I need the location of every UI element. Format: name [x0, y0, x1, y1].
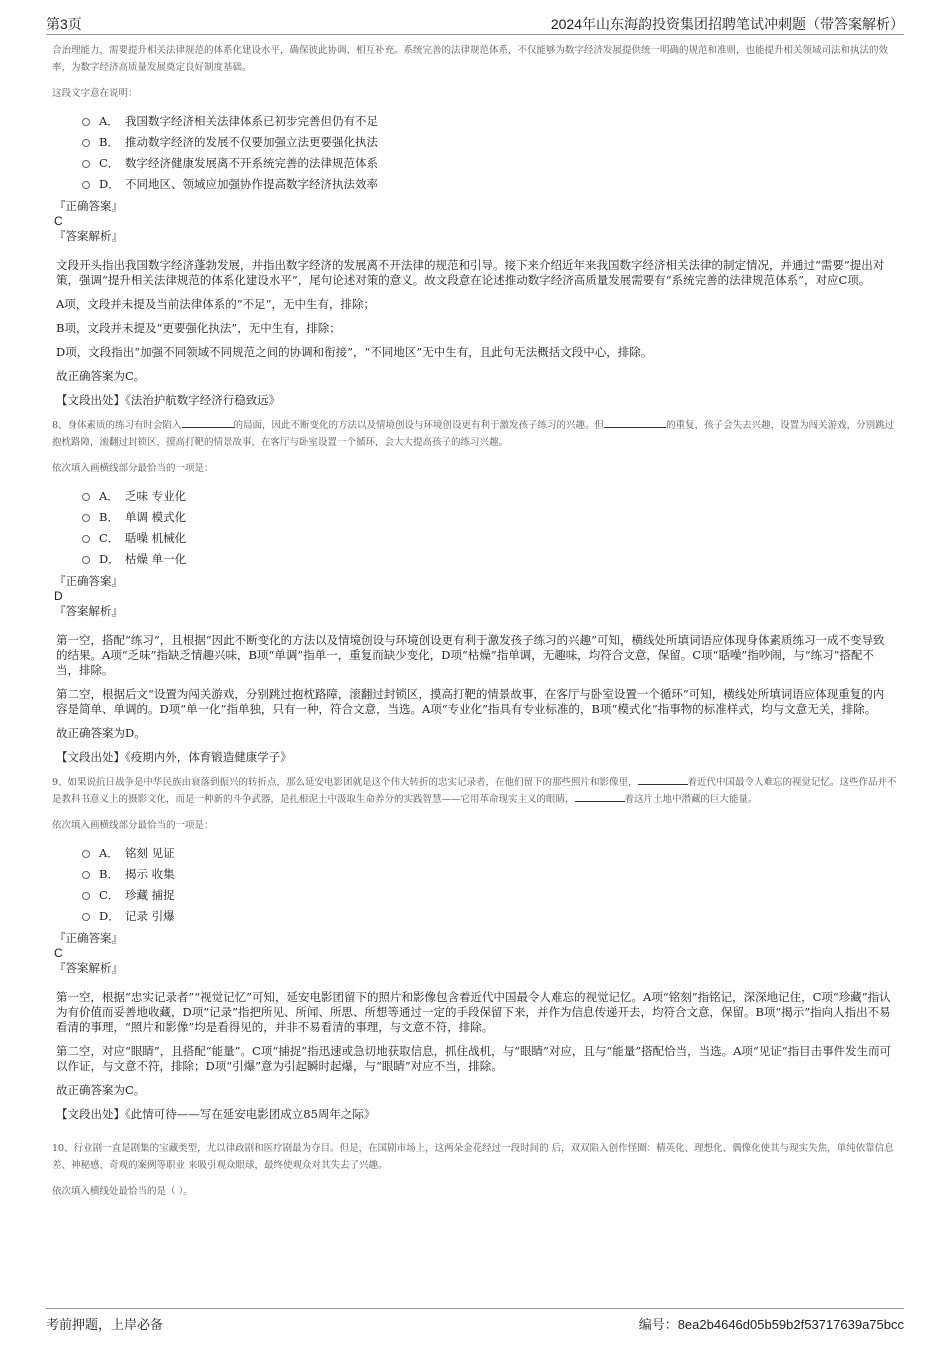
radio-icon[interactable] — [82, 850, 90, 858]
q9-source: 【文段出处】《此情可待——写在延安电影团成立85周年之际》 — [56, 1107, 376, 1121]
radio-icon[interactable] — [82, 871, 90, 879]
q9-analysis-3: 故正确答案为C。 — [56, 1083, 146, 1097]
q8-analysis-1: 第一空，搭配“练习”，且根据“因此不断变化的方法以及情境创设与环境创设更有利于激发孩子练习的兴趣”可知，横线处所填词语应体现身体素质练习一成不变导致的结果。A项“乏味”指缺乏情趣兴味，B项“单调”指单一，重复而缺少变化，D项“枯燥”指单调，无趣味，均符合文意，保留。C项“聒噪”指吵闹，与“练习”搭配不当，排除。 — [56, 633, 885, 677]
q8-answer: D — [54, 589, 63, 603]
q10-prompt: 依次填入横线处最恰当的是（ ）。 — [52, 1186, 193, 1197]
q9-answer-label: 『正确答案』 — [54, 931, 123, 945]
q7-option-c[interactable]: C． 数字经济健康发展离不开系统完善的法律规范体系 — [82, 153, 900, 174]
fill-blank — [604, 418, 666, 428]
q8-answer-label: 『正确答案』 — [54, 574, 123, 588]
q9-answer: C — [54, 946, 63, 960]
q7-analysis-3: B项，文段并未提及“更要强化执法”，无中生有，排除； — [56, 321, 341, 335]
radio-icon[interactable] — [82, 514, 90, 522]
q9-stem: 9、如果说抗日战争是中华民族由衰落到振兴的转折点，那么延安电影团就是这个伟大转折的忠实记录者，在他们留下的那些照片和影像里， 着近代中国最令人难忘的视觉记忆。这些作品并不是教科书意义上的摄影文化，而是一种新的斗争武器，是扎根泥土中汲取生命养分的实践智慧——它用革命现实主义的眼睛， 着这片土地中潜藏的巨大能量。 — [52, 777, 897, 805]
q7-option-b[interactable]: B． 推动数字经济的发展不仅要加强立法更要强化执法 — [82, 132, 900, 153]
q7-option-a[interactable]: A． 我国数字经济相关法律体系已初步完善但仍有不足 — [82, 111, 900, 132]
radio-icon[interactable] — [82, 892, 90, 900]
q9-analysis-1: 第一空，根据“忠实记录者”“视觉记忆”可知，延安电影团留下的照片和影像包含着近代中国最令人难忘的视觉记忆。A项“铭刻”指铭记，深深地记住，C项“珍藏”指认为有价值而妥善地收藏，D项“记录”指把所见、所闻、所思、所想等通过一定的手段保留下来，并作为信息传递开去，均符合文意，保留。B项“揭示”指向人指出不易看清的事理，“照片和影像”均是看得见的，并非不易看清的事理，与文意不符，排除。 — [56, 990, 891, 1034]
q8-option-c[interactable]: C． 聒噪 机械化 — [82, 528, 900, 549]
q8-stem: 8、身体素质的练习有时会陷入 的局面，因此不断变化的方法以及情境创设与环境创设更有利于激发孩子练习的兴趣。但 的重复，孩子会失去兴趣，设置为闯关游戏，分别跳过抱枕路障，滚翻过封锁区，摸高打靶的情景故事，在客厅与卧室设置一个循环，会大大提高孩子的练习兴趣。 — [52, 420, 895, 448]
q7-passage: 合治理能力，需要提升相关法律规范的体系化建设水平，确保彼此协调、相互补充。系统完善的法律规范体系，不仅能够为数字经济发展提供统一明确的规范和准则，也能提升相关领域司法和执法的效率，为数字经济高质量发展奠定良好制度基础。 — [52, 45, 889, 73]
radio-icon[interactable] — [82, 535, 90, 543]
fill-blank — [182, 418, 234, 428]
q8-analysis-label: 『答案解析』 — [54, 604, 123, 618]
document-code: 编号：8ea2b4646d05b59b2f53717639a75bcc — [638, 1317, 904, 1332]
radio-icon[interactable] — [82, 913, 90, 921]
footer-divider — [46, 1308, 904, 1309]
q8-source: 【文段出处】《疫期内外，体育锻造健康学子》 — [56, 750, 292, 764]
document-body — [52, 42, 900, 1209]
q7-analysis-label: 『答案解析』 — [54, 229, 123, 243]
footer-slogan: 考前押题，上岸必备 — [46, 1317, 164, 1332]
fill-blank — [638, 775, 688, 785]
q9-option-b[interactable]: B． 揭示 收集 — [82, 864, 900, 885]
radio-icon[interactable] — [82, 493, 90, 501]
q8-analysis-2: 第二空，根据后文“设置为闯关游戏，分别跳过抱枕路障，滚翻过封锁区，摸高打靶的情景故事，在客厅与卧室设置一个循环”可知，横线处所填词语应体现重复的内容是简单、单调的。D项“单一化”指单独，只有一种，符合文意，当选。A项“专业化”指具有专业标准的，B项“模式化”指事物的标准样式，均与文意无关，排除。 — [56, 687, 885, 716]
q7-answer: C — [54, 214, 63, 228]
radio-icon[interactable] — [82, 160, 90, 168]
q7-analysis-4: D项，文段指出“加强不同领域不同规范之间的协调和衔接”，“不同地区”无中生有，且此句无法概括文段中心，排除。 — [56, 345, 653, 359]
page-number: 第3页 — [46, 16, 82, 32]
q9-option-d[interactable]: D． 记录 引爆 — [82, 906, 900, 927]
q8-options — [82, 486, 900, 570]
q9-option-c[interactable]: C． 珍藏 捕捉 — [82, 885, 900, 906]
q8-analysis-3: 故正确答案为D。 — [56, 726, 146, 740]
q7-answer-label: 『正确答案』 — [54, 199, 123, 213]
fill-blank — [575, 792, 625, 802]
q7-option-d[interactable]: D． 不同地区、领域应加强协作提高数字经济执法效率 — [82, 174, 900, 195]
q7-options — [82, 111, 900, 195]
q7-analysis-2: A项，文段并未提及当前法律体系的“不足”，无中生有，排除； — [56, 297, 376, 311]
radio-icon[interactable] — [82, 118, 90, 126]
q8-prompt: 依次填入画横线部分最恰当的一项是： — [52, 463, 214, 474]
q9-analysis-label: 『答案解析』 — [54, 961, 123, 975]
radio-icon[interactable] — [82, 181, 90, 189]
q8-option-b[interactable]: B． 单调 模式化 — [82, 507, 900, 528]
q9-option-a[interactable]: A． 铭刻 见证 — [82, 843, 900, 864]
q7-analysis-1: 文段开头指出我国数字经济蓬勃发展，并指出数字经济的发展离不开法律的规范和引导。接下来介绍近年来我国数字经济相关法律的制定情况，并通过“需要”提出对策，强调“提升相关法律规范的体系化建设水平”，尾句论述对策的意义。故文段意在论述推动数字经济高质量发展需要有“系统完善的法律规范体系”，对应C项。 — [56, 258, 885, 287]
q7-prompt: 这段文字意在说明： — [52, 88, 138, 99]
q9-prompt: 依次填入画横线部分最恰当的一项是： — [52, 820, 214, 831]
radio-icon[interactable] — [82, 139, 90, 147]
q8-option-a[interactable]: A． 乏味 专业化 — [82, 486, 900, 507]
q9-options — [82, 843, 900, 927]
header-divider — [46, 34, 904, 35]
q9-analysis-2: 第二空，对应“眼睛”，且搭配“能量”。C项“捕捉”指迅速或急切地获取信息，抓住战机，与“眼睛”对应，且与“能量”搭配恰当，当选。A项“见证”指目击事件发生而可以作证，与文意不符，排除；D项“引爆”意为引起瞬时起爆，与“眼睛”对应不当，排除。 — [56, 1044, 892, 1073]
q8-option-d[interactable]: D． 枯燥 单一化 — [82, 549, 900, 570]
q7-analysis-5: 故正确答案为C。 — [56, 369, 146, 383]
page-header — [46, 10, 904, 34]
q7-source: 【文段出处】《法治护航数字经济行稳致远》 — [56, 393, 281, 407]
q10-stem: 10、行业剧一直是剧集的宝藏类型，尤以律政剧和医疗剧最为夺目。但是，在国剧市场上，这两朵金花经过一段时间的 后，双双陷入创作怪圈：精英化、理想化、偶像化使其与现实失焦，单纯依靠信息差、神秘感、奇观的案例等职业 来吸引观众眼球，最终使观众对其失去了兴趣。 — [52, 1143, 894, 1171]
radio-icon[interactable] — [82, 556, 90, 564]
page-footer — [46, 1314, 904, 1334]
document-title: 2024年山东海韵投资集团招聘笔试冲刺题（带答案解析） — [550, 16, 904, 32]
